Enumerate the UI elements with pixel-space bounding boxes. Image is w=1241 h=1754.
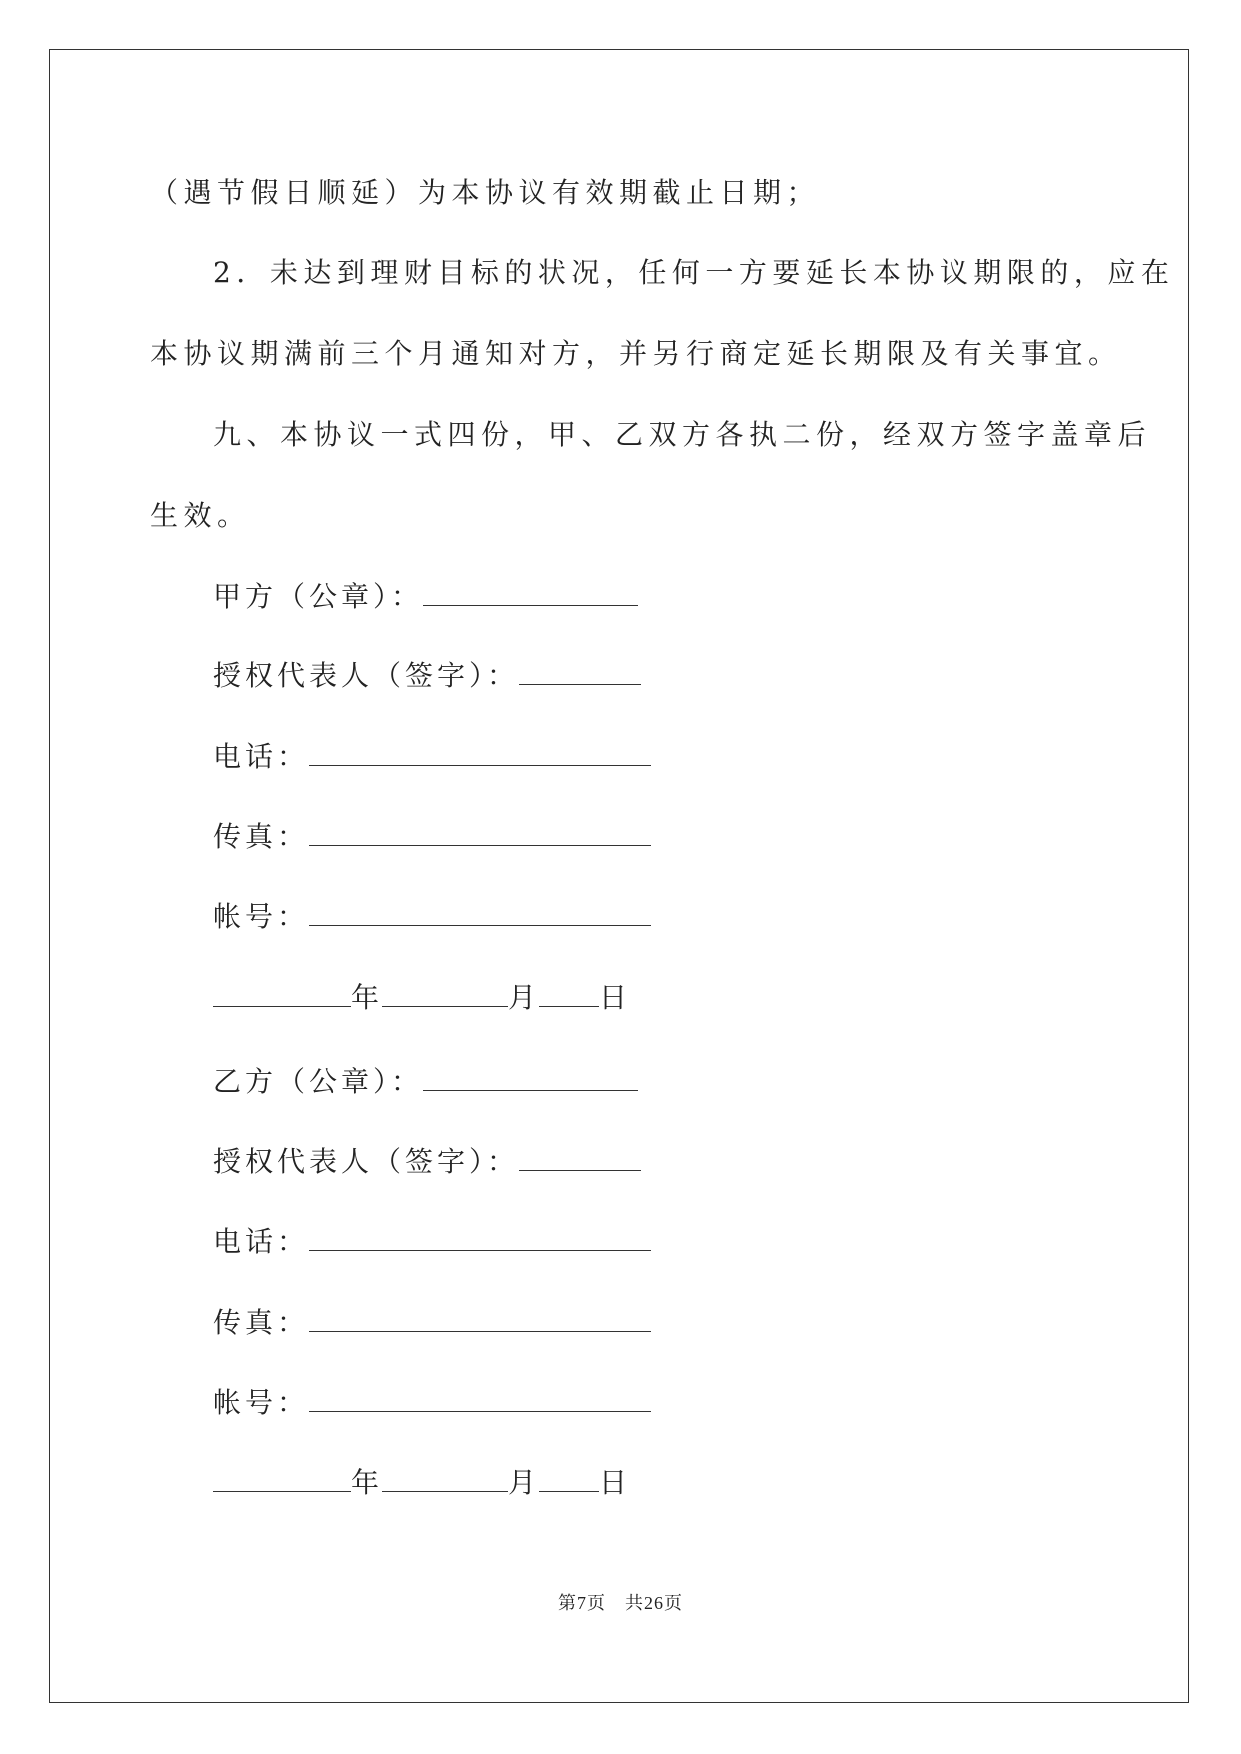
party-b-rep-label: 授权代表人（签字）： [213, 1145, 520, 1178]
party-b-phone-label: 电话： [213, 1225, 310, 1258]
page-border [49, 49, 1189, 1703]
party-a-year-blank[interactable] [213, 982, 351, 1007]
paragraph-line-4: 九、本协议一式四份，甲、乙双方各执二份，经双方签字盖章后 [213, 418, 1152, 451]
party-a-rep-row [213, 659, 641, 693]
party-b-rep-blank[interactable] [519, 1146, 641, 1171]
party-b-day-blank[interactable] [539, 1467, 599, 1492]
party-a-account-row [213, 900, 651, 934]
party-b-seal-label: 乙方（公章）： [213, 1065, 424, 1098]
party-b-account-row [213, 1386, 651, 1420]
party-b-year-blank[interactable] [213, 1467, 351, 1492]
party-b-phone-blank[interactable] [309, 1226, 651, 1251]
party-a-phone-label: 电话： [213, 740, 310, 773]
paragraph-line-3: 本协议期满前三个月通知对方，并另行商定延长期限及有关事宜。 [150, 337, 1122, 370]
party-b-month-blank[interactable] [382, 1467, 508, 1492]
party-b-fax-label: 传真： [213, 1306, 310, 1339]
party-a-fax-row [213, 820, 651, 854]
paragraph-line-5: 生效。 [150, 499, 251, 532]
party-a-rep-blank[interactable] [519, 660, 641, 685]
party-b-account-label: 帐号： [213, 1386, 310, 1419]
party-a-phone-row [213, 740, 651, 774]
party-a-account-label: 帐号： [213, 900, 310, 933]
party-a-date-row [213, 981, 630, 1015]
party-a-day-blank[interactable] [539, 982, 599, 1007]
party-b-fax-blank[interactable] [309, 1307, 651, 1332]
party-b-rep-row [213, 1145, 641, 1179]
party-a-phone-blank[interactable] [309, 741, 651, 766]
page-number-footer: 第7页 共26页 [558, 1593, 683, 1613]
paragraph-line-2: 2．未达到理财目标的状况，任何一方要延长本协议期限的，应在 [213, 256, 1175, 289]
party-a-day-label: 日 [599, 981, 631, 1014]
party-a-seal-row [213, 580, 638, 614]
party-b-phone-row [213, 1225, 651, 1259]
party-b-year-label: 年 [351, 1466, 383, 1499]
party-a-month-label: 月 [508, 981, 540, 1014]
party-b-fax-row [213, 1306, 651, 1340]
party-a-seal-blank[interactable] [423, 581, 638, 606]
party-a-fax-label: 传真： [213, 820, 310, 853]
party-b-month-label: 月 [508, 1466, 540, 1499]
party-b-account-blank[interactable] [309, 1387, 651, 1412]
party-b-seal-blank[interactable] [423, 1066, 638, 1091]
party-a-month-blank[interactable] [382, 982, 508, 1007]
party-b-date-row [213, 1466, 630, 1500]
party-a-seal-label: 甲方（公章）： [213, 580, 424, 613]
paragraph-line-1: （遇节假日顺延）为本协议有效期截止日期； [150, 176, 821, 209]
party-a-account-blank[interactable] [309, 901, 651, 926]
party-b-seal-row [213, 1065, 638, 1099]
party-a-fax-blank[interactable] [309, 821, 651, 846]
party-b-day-label: 日 [599, 1466, 631, 1499]
party-a-year-label: 年 [351, 981, 383, 1014]
party-a-rep-label: 授权代表人（签字）： [213, 659, 520, 692]
